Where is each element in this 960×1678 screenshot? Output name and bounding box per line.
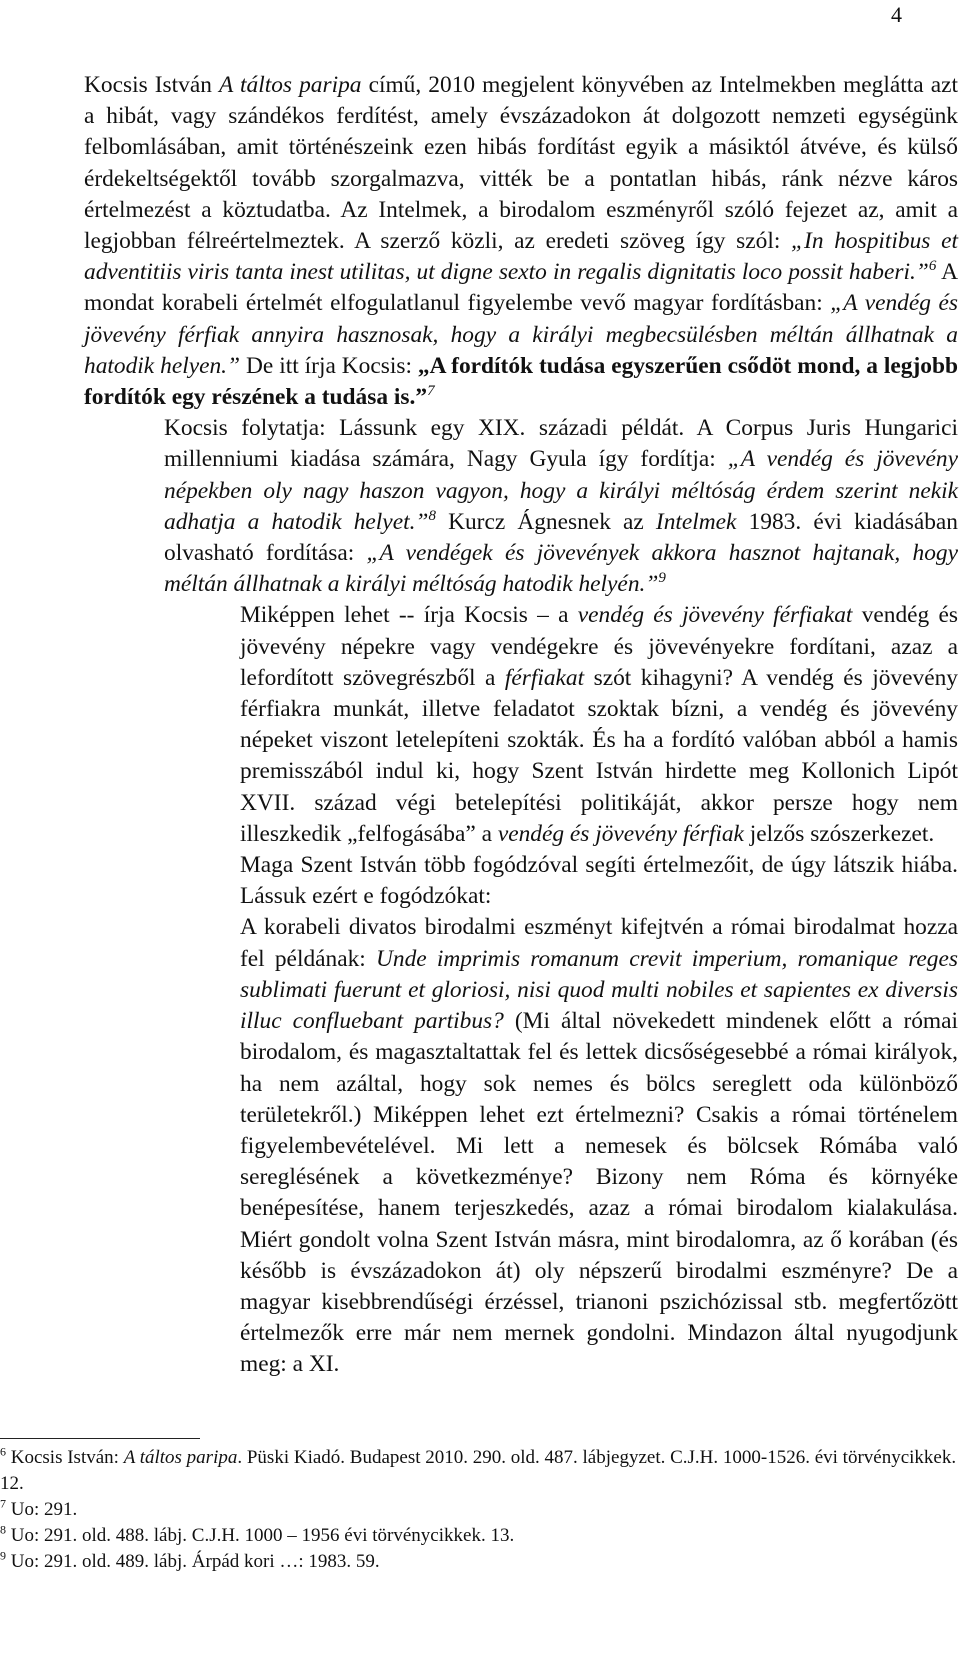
paragraph-2 <box>164 413 958 600</box>
footnote-ref-8[interactable]: 8 <box>428 508 436 525</box>
p1-text-e: A mondat korabeli értelmét elfogulatlanul figyelembe vevő magyar fordításban: <box>84 259 958 317</box>
p3-italic-d: férfiakat <box>504 664 585 691</box>
footnote-number: 9 <box>0 1548 6 1563</box>
paragraph-4: Maga Szent István több fogódzóval segíti értelmezőit, de úgy látszik hiába. Lássuk ezért e fogódzókat: <box>240 852 958 910</box>
p5-latin-quote: Unde imprimis romanum crevit imperium, romanique reges sublimati fuerunt et gloriosi, nisi quod multi nobiles et sapientes ex diversis illuc confluebant partibus? <box>240 945 958 1035</box>
p1-book-title: A táltos paripa <box>219 72 362 98</box>
footnote-6 <box>0 1445 958 1497</box>
p2-text-c: Kurcz Ágnesnek az <box>435 508 656 535</box>
p3-italic-f: vendég és jövevény férfiak <box>497 820 744 847</box>
p1-latin-quote: „In hospitibus et adventitiis viris tanta inest utilitas, ut digne sexto in regalis dignitatis loco possit haberi.” <box>84 228 958 286</box>
indented-section <box>164 413 958 1380</box>
p3-text-e: szót kihagyni? A vendég és jövevény férfiakra munkát, illetve feladatot szoktak bízni, a vendég és jövevény népeket viszont letelepíteni szokták. És ha a fordító valóban abból a hamis premisszából indul ki, hogy Szent István hirdette meg Kollonich Lipót XVII. század végi betelepítési politikáját, akkor persze hogy nem illeszkedik „felfogásába” a <box>240 664 958 847</box>
body-text <box>0 70 958 1381</box>
footnote-text: Uo: 291. old. 488. lábj. C.J.H. 1000 – 1956 évi törvénycikkek. 13. <box>6 1525 515 1546</box>
p1-translation-quote: „A vendég és jövevény férfiak annyira hasznosak, hogy a királyi megbecsülésben méltán állhatnak a hatodik helyen.” <box>84 290 958 379</box>
p2-intelmek: Intelmek <box>655 508 737 535</box>
footnote-number: 6 <box>0 1444 6 1459</box>
footnote-8 <box>0 1523 958 1549</box>
footnotes <box>0 1438 958 1575</box>
p1-bold-quote: „A fordítók tudása egyszerűen csődöt mond, a legjobb fordítók egy részének a tudása is.” <box>84 352 958 411</box>
p3-italic-b: vendég és jövevény férfiakat <box>577 602 853 629</box>
p5-text-c: (Mi által növekedett mindenek előtt a római birodalom, és magasztaltattak fel és lettek dicsőségesebbé a római királyok, ha nem azáltal, hogy sok nemes és bölcs sereglett oda különböző területekről.) Miképpen lehet ezt értelmezni? Csakis a római történelem figyelembevételével. Mi lett a nemesek és bölcsek Rómába való sereglésének a következménye? Bizony nem Róma és környéke benépesítése, hanem terjeszkedés, azaz a római birodalom kialakulása. Miért gondolt volna Szent István másra, mint birodalomra, az ő korában (és később is évszázadokon át) oly népszerű birodalmi eszményre? De a magyar kisebbrendűségi érzéssel, trianoni pszichózissal stb. megfertőzött értelmezők erre már nem mernek gondolni. Mindazon által nyugodjunk meg: a XI. <box>240 1008 958 1378</box>
footnote-divider <box>0 1438 200 1439</box>
p3-text-c: vendég és jövevény népekre vagy vendégekre és jövevényekre fordítani, azaz a lefordított szövegrészből a <box>240 602 959 691</box>
paragraph-3 <box>164 600 958 850</box>
footnote-ref-7[interactable]: 7 <box>427 383 435 400</box>
p3-text-a: Miképpen lehet -- írja Kocsis – a <box>240 602 578 629</box>
footnote-text: . Püski Kiadó. Budapest 2010. 290. old. 487. lábjegyzet. C.J.H. 1000-1526. évi törvénycikkek. 12. <box>0 1447 957 1494</box>
p2-kurcz-quote: „A vendégek és jövevények akkora hasznot hajtanak, hogy méltán állhatnak a királyi méltóság hatodik helyén.” <box>164 540 958 598</box>
page-number: 4 <box>891 2 902 27</box>
p1-text-a: Kocsis István <box>84 72 220 98</box>
paragraph-5 <box>164 912 958 1380</box>
footnote-text: Uo: 291. old. 489. lábj. Árpád kori …: 1983. 59. <box>6 1551 380 1572</box>
footnote-9 <box>0 1549 958 1575</box>
footnote-ref-9[interactable]: 9 <box>658 570 666 587</box>
footnote-text: Kocsis István: <box>6 1447 124 1468</box>
p1-text-c: című, 2010 megjelent könyvében az Intelmekben meglátta azt a hibát, vagy szándékos ferdítést, amely évszázadokon át dolgozott nemzeti egységünk felbomlásában, amit történészeink ezen hibás fordítást egyik a másiktól átvéve, és külső érdekeltségektől tovább szorgalmazva, vitték be a pontatlan hibás, ránk nézve káros értelmezést a köztudatba. Az Intelmek, a birodalom eszményről szóló fejezet az, amit a legjobban félreértelmeztek. A szerző közli, az eredeti szöveg így szól: <box>84 72 958 255</box>
p2-text-e: 1983. évi kiadásában olvasható fordítása: <box>164 508 958 567</box>
footnote-ref-6[interactable]: 6 <box>928 258 937 275</box>
p5-text-a: A korabeli divatos birodalmi eszményt kifejtvén a római birodalmat hozza fel példának: <box>240 914 958 972</box>
p3-text-g: jelzős szószerkezet. <box>743 820 935 847</box>
footnote-book-title: A táltos paripa <box>123 1447 238 1468</box>
paragraph-1 <box>0 70 958 413</box>
footnote-number: 7 <box>0 1496 6 1511</box>
p2-nagy-gyula-quote: „A vendég és jövevény népekben oly nagy haszon vagyon, hogy a királyi méltóság érdem szerint nekik adhatja a hatodik helyet.” <box>164 446 958 535</box>
footnote-text: Uo: 291. <box>6 1499 78 1520</box>
p1-text-g: De itt írja Kocsis: <box>240 352 418 379</box>
footnote-number: 8 <box>0 1522 6 1537</box>
p2-text-a: Kocsis folytatja: Lássunk egy XIX. századi példát. A Corpus Juris Hungarici millenniumi kiadása számára, Nagy Gyula így fordítja: <box>164 415 958 473</box>
footnote-7 <box>0 1497 958 1523</box>
